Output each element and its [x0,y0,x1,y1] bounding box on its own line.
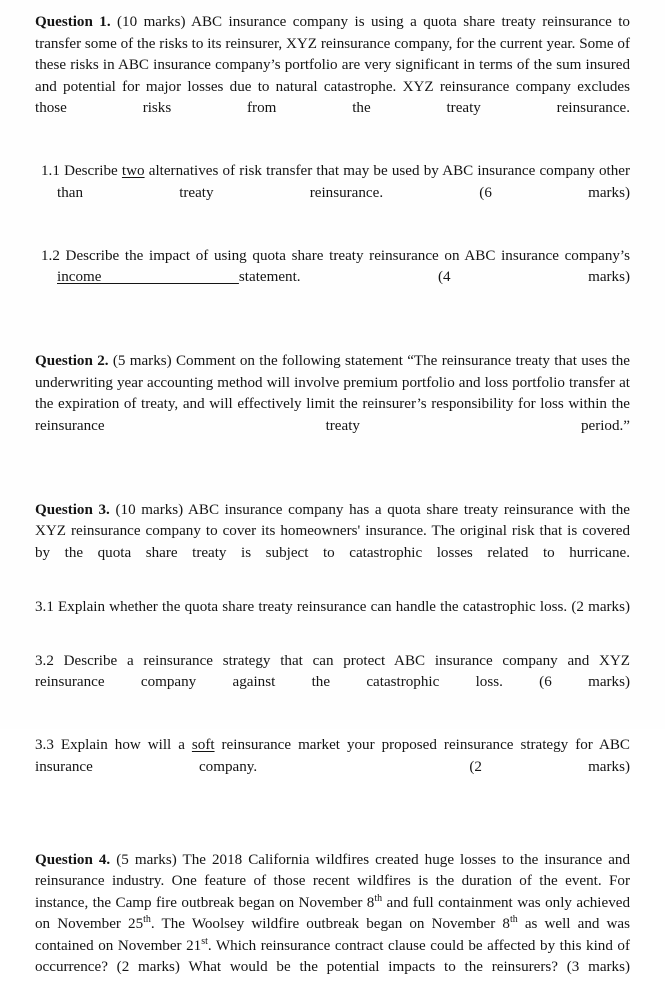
item-underlined-3-3: soft [192,737,215,753]
question-item-1-2 [35,246,630,311]
question-2-text: Comment on the following statement “The reinsurance treaty that uses the underwriting year accounting method will involve premium portfolio and loss portfolio transfer at the expiration of treaty, and will effectively limit the reinsurer’s responsibility for loss within the reinsurance treaty period.” [35,353,630,434]
spacer [35,340,630,351]
question-4-text-part5: . Which reinsurance contract clause could be affected by this kind of occurrence? (2 marks) What would be the potential impacts to the reinsurers? (3 marks) [35,938,630,976]
item-number-3-1: 3.1 [35,599,54,615]
spacer [35,226,630,246]
spacer [35,141,630,161]
question-block-4 [35,850,630,1000]
spacer [35,715,630,735]
question-1-body [35,12,630,141]
item-text-1-1-before: Describe [60,163,122,179]
item-text-3-3-after: reinsurance market your proposed reinsurance strategy for ABC insurance company. (2 marks) [35,737,634,775]
question-block-2 [35,351,630,459]
item-number-1-1: 1.1 [41,163,60,179]
spacer [35,800,630,830]
question-block-3 [35,500,630,586]
item-text-3-1: Explain whether the quota share treaty reinsurance can handle the catastrophic loss. (2 marks) [54,599,630,615]
question-block-1 [35,12,630,141]
question-item-3-1 [35,597,630,640]
ordinal-suffix-3: th [510,914,518,925]
question-3-marks: (10 marks) [116,502,184,518]
question-item-1-1 [35,161,630,226]
question-item-3-3 [35,735,630,800]
question-3-body [35,500,630,586]
item-number-3-2: 3.2 [35,653,54,669]
item-text-1-2-after: statement. (4 marks) [239,269,630,285]
item-text-1-1-after: alternatives of risk transfer that may be used by ABC insurance company other than treaty reinsurance. (6 marks) [57,163,630,201]
ordinal-suffix-4: st [201,935,208,946]
item-text-1-2-before: Describe the impact of using quota share treaty reinsurance on ABC insurance company’s [60,248,630,264]
question-item-3-2 [35,651,630,716]
item-text-3-3-before: Explain how will a [54,737,192,753]
spacer [35,310,630,340]
question-1-label: Question 1. [35,14,111,30]
question-2-body [35,351,630,459]
spacer [35,586,630,597]
question-4-text-part3: . The Woolsey wildfire outbreak began on November 8 [151,916,510,932]
ordinal-suffix-1: th [374,892,382,903]
spacer [35,640,630,651]
question-4-body [35,850,630,1000]
item-underlined-1-1: two [122,163,145,179]
item-number-3-3: 3.3 [35,737,54,753]
question-1-text: ABC insurance company is using a quota share treaty reinsurance to transfer some of the risks to its reinsurer, XYZ reinsurance company, for the current year. Some of these risks in ABC insurance company’s portfolio are very significant in terms of the sum insured and potential for major losses due to natural catastrophe. XYZ reinsurance company excludes those risks from the treaty reinsurance. [35,14,630,116]
ordinal-suffix-2: th [143,914,151,925]
spacer [35,489,630,500]
spacer [35,830,630,850]
question-3-label: Question 3. [35,502,110,518]
question-2-label: Question 2. [35,353,109,369]
question-4-text-part1: The 2018 California wildfires created huge losses to the insurance and reinsurance industry. One feature of those recent wildfires is the duration of the event. For instance, the Camp fire outbreak began on November 8 [35,852,630,911]
question-4-label: Question 4. [35,852,110,868]
item-underlined-1-2: income [57,269,239,285]
item-number-1-2: 1.2 [41,248,60,264]
question-3-text: ABC insurance company has a quota share treaty reinsurance with the XYZ reinsurance company to cover its homeowners' insurance. The original risk that is covered by the quota share treaty is subject to catastrophic losses related to hurricane. [35,502,630,561]
question-2-marks: (5 marks) [113,353,172,369]
question-4-text-part2: and full containment was only achieved on November 25 [35,895,630,933]
question-1-marks: (10 marks) [117,14,185,30]
spacer [35,459,630,489]
item-text-3-2: Describe a reinsurance strategy that can protect ABC insurance company and XYZ reinsurance company against the catastrophic loss. (6 marks) [35,653,630,691]
question-4-text-part4: as well and was contained on November 21 [35,916,630,954]
question-4-marks: (5 marks) [116,852,177,868]
